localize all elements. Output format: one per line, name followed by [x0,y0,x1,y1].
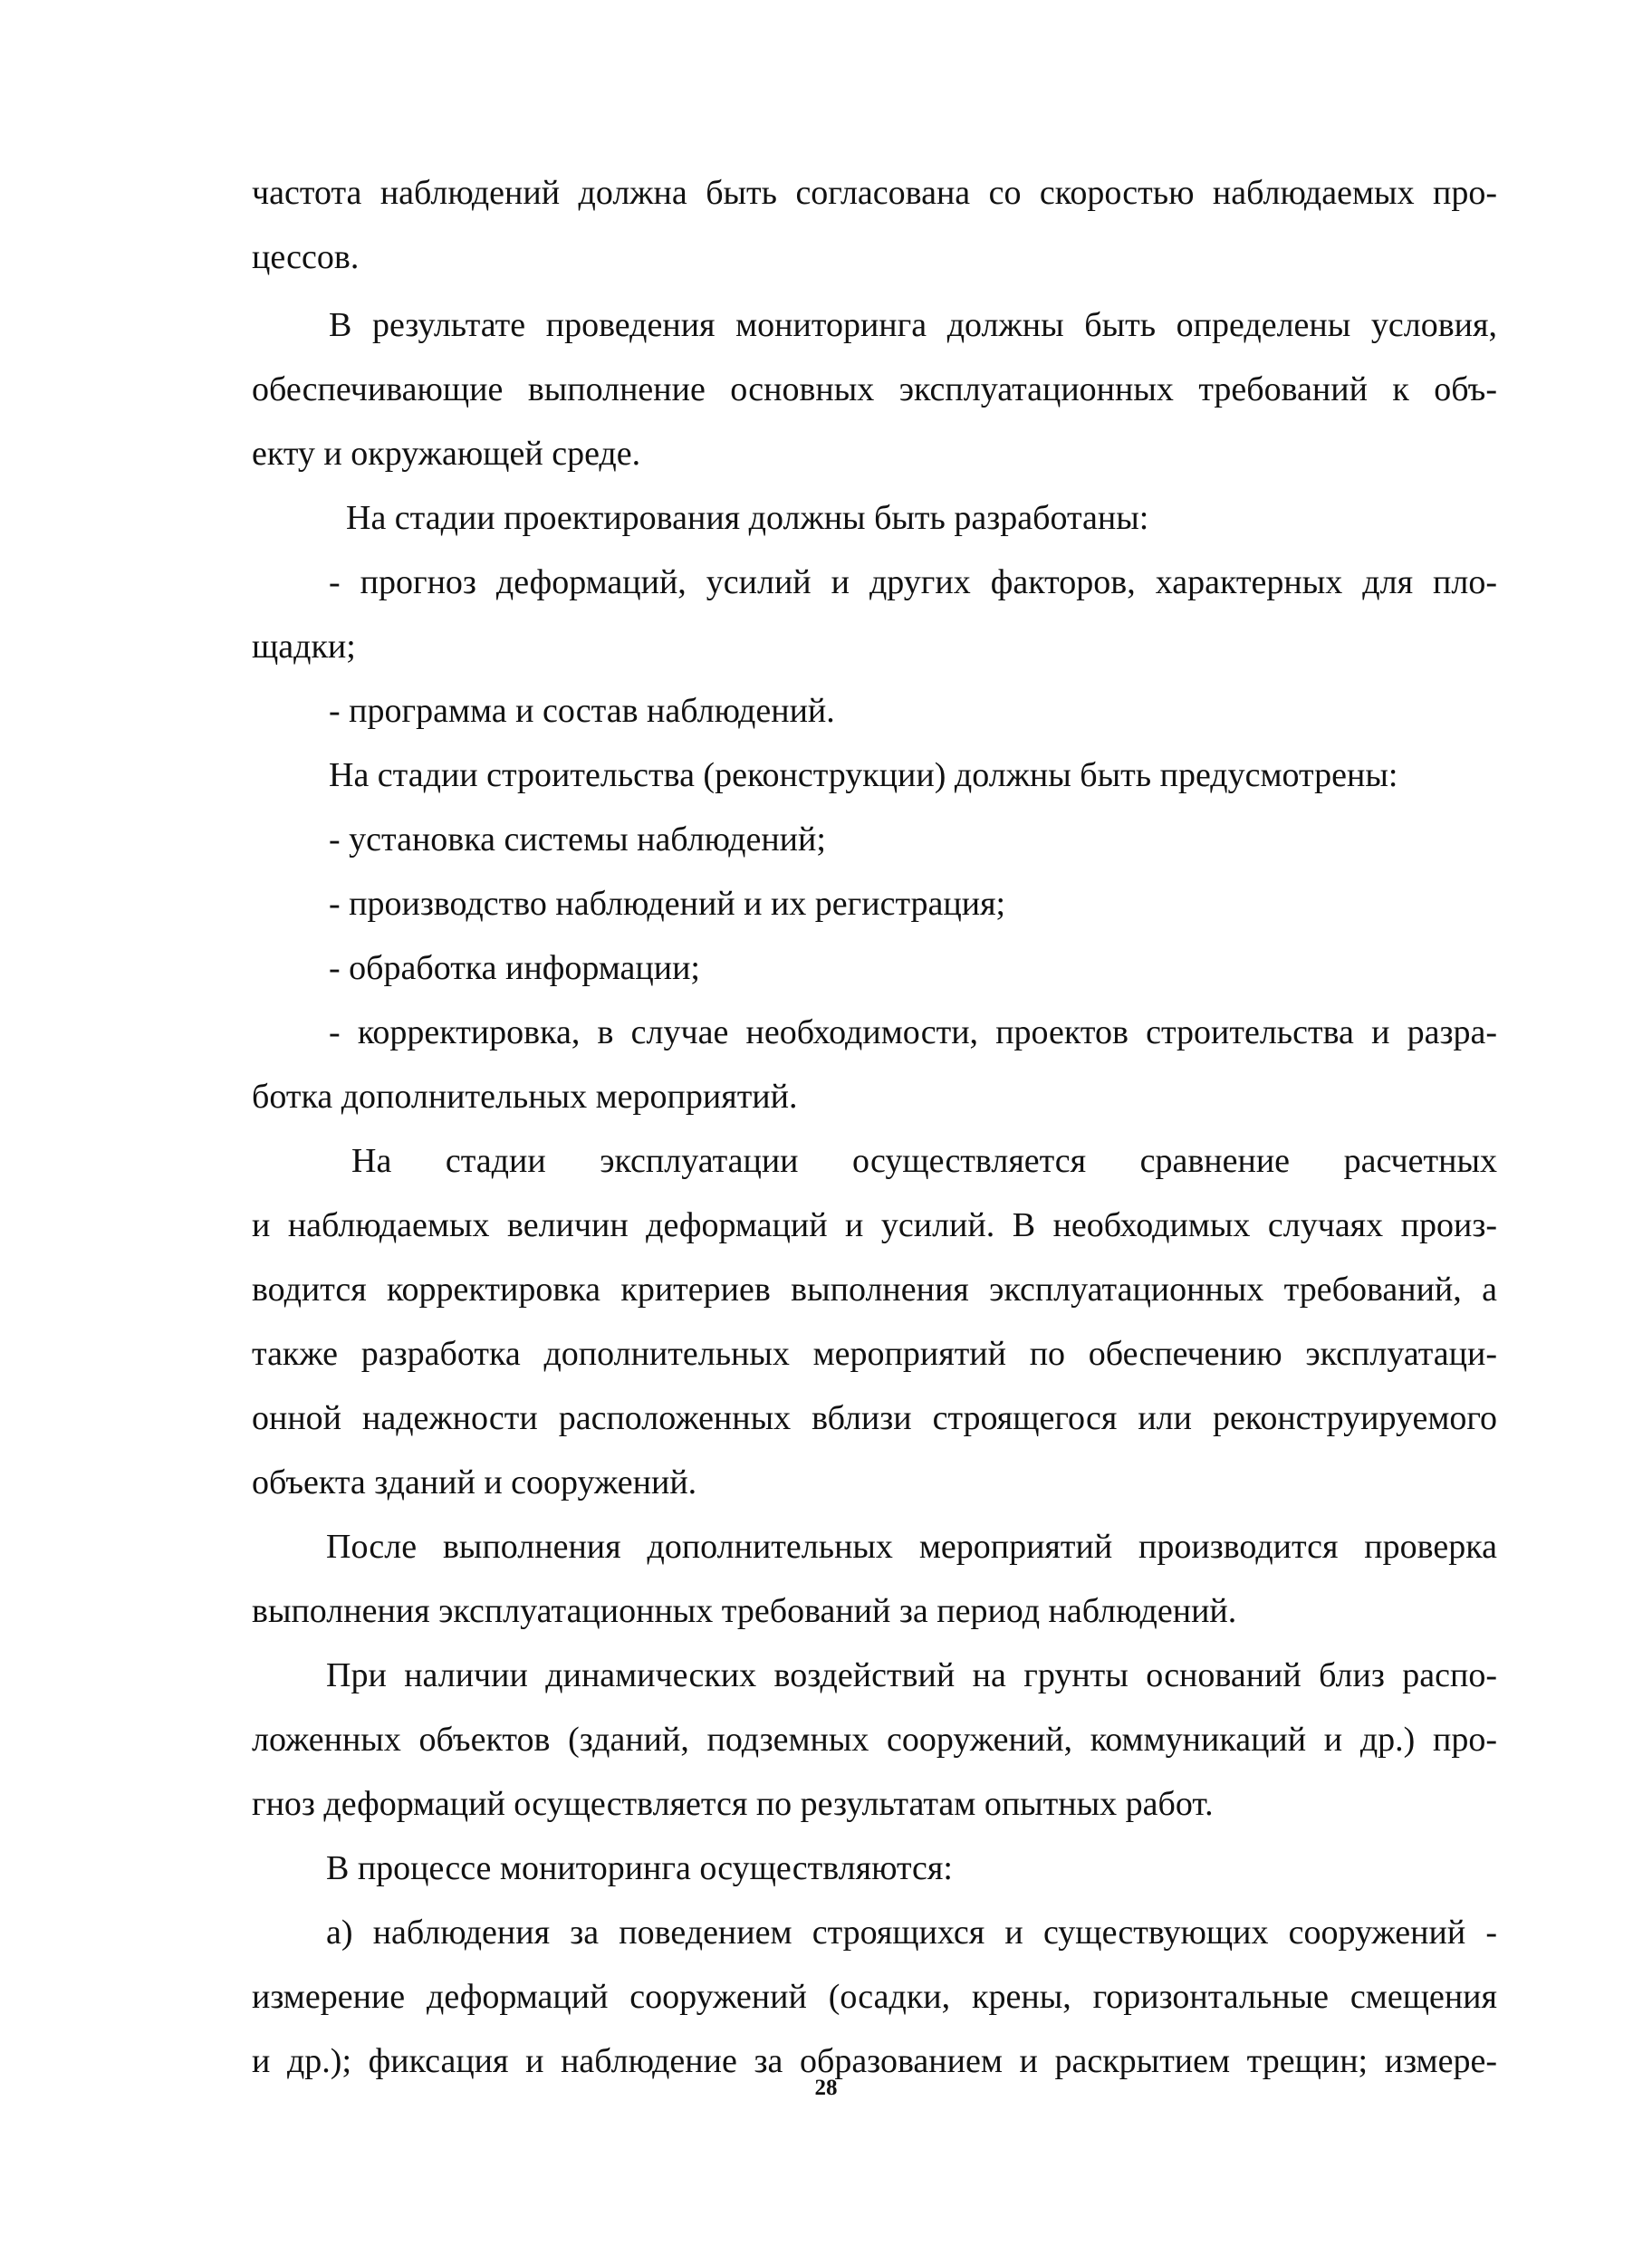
text-line: екту и окружающей среде. [252,435,641,473]
text-line: объекта зданий и сооружений. [252,1463,697,1501]
body-text [252,161,1497,2094]
paragraph-start: На стадии строительства (реконструкции) должны быть предусмотрены: [329,756,1398,794]
list-item: - прогноз деформаций, усилий и других факторов, характерных для пло- [329,563,1497,601]
paragraph-start: При наличии динамических воздействий на грунты оснований близ распо- [326,1656,1497,1694]
text-line: онной надежности расположенных вблизи строящегося или реконструируемого [252,1399,1497,1437]
list-item: - обработка информации; [329,949,700,987]
paragraph-start: После выполнения дополнительных мероприятий производится проверка [326,1528,1497,1566]
text-line: также разработка дополнительных мероприятий по обеспечению эксплуатаци- [252,1335,1497,1373]
list-item: - корректировка, в случае необходимости, проектов строительства и разра- [329,1013,1497,1051]
paragraph-start: В процессе мониторинга осуществляются: [326,1849,953,1887]
list-item: - установка системы наблюдений; [329,820,826,859]
text-line: измерение деформаций сооружений (осадки, крены, горизонтальные смещения [252,1978,1497,2016]
text-line: цессов. [252,238,360,276]
text-line: частота наблюдений должна быть согласована со скоростью наблюдаемых про- [252,174,1497,212]
paragraph-start: На стадии проектирования должны быть разработаны: [346,499,1149,537]
list-item: - программа и состав наблюдений. [329,692,835,730]
text-line: и др.); фиксация и наблюдение за образованием и раскрытием трещин; измере- [252,2042,1497,2080]
text-line: водится корректировка критериев выполнения эксплуатационных требований, а [252,1271,1497,1309]
list-item: - производство наблюдений и их регистрация; [329,885,1006,923]
text-line: щадки; [252,628,356,666]
text-line: выполнения эксплуатационных требований за период наблюдений. [252,1592,1237,1630]
list-item: а) наблюдения за поведением строящихся и существующих сооружений - [326,1914,1497,1952]
text-line: ботка дополнительных мероприятий. [252,1078,798,1116]
text-line: обеспечивающие выполнение основных эксплуатационных требований к объ- [252,370,1497,408]
text-line: ложенных объектов (зданий, подземных сооружений, коммуникаций и др.) про- [252,1721,1497,1759]
text-line: гноз деформаций осуществляется по результатам опытных работ. [252,1785,1214,1823]
page-number: 28 [814,2076,838,2100]
paragraph-start: На стадии эксплуатации осуществляется сравнение расчетных [351,1142,1497,1180]
text-line: и наблюдаемых величин деформаций и усилий. В необходимых случаях произ- [252,1206,1497,1244]
paragraph-start: В результате проведения мониторинга должны быть определены условия, [329,306,1497,344]
